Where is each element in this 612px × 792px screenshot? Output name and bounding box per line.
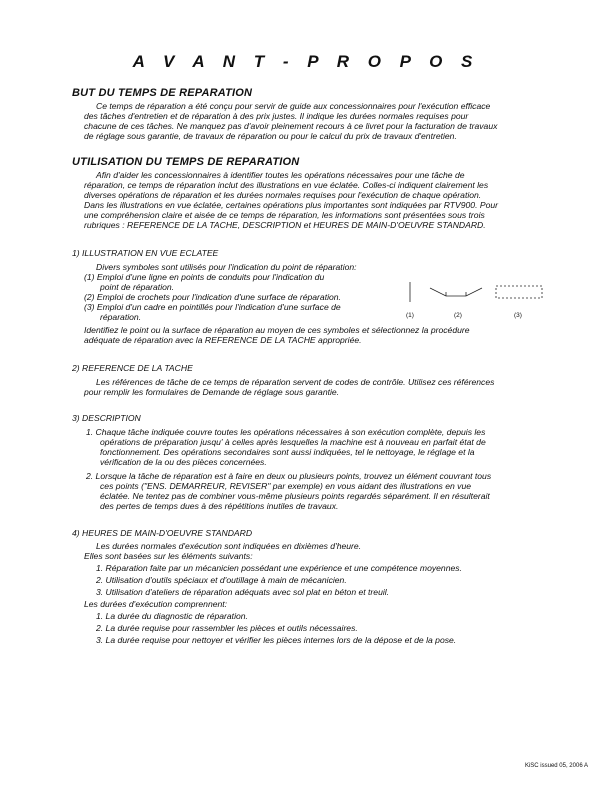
symbol-label-2: (2) [454,312,462,319]
list-item: réparation. [100,312,142,322]
paragraph-line: adéquate de réparation avec la REFERENCE DE LA TACHE appropriée. [84,335,362,345]
bracket-icon [430,288,482,296]
list-item: 3. Utilisation d'ateliers de réparation adéquats avec sol plat en béton et treuil. [96,587,390,597]
paragraph-line: diverses opérations de réparation et les durées normales requises pour l'exécution de chaque opération. [84,190,482,200]
paragraph-line: Identifiez le point ou la surface de réparation au moyen de ces symboles et sélectionnez la procédure [84,325,470,335]
list-item: 1. Chaque tâche indiquée couvre toutes les opérations nécessaires à son exécution complète, depuis les [86,427,486,437]
list-item: opérations de préparation jusqu' à celles après lesquelles la machine est à nouveau en parfait état de [100,437,486,447]
list-item: 1. Réparation faite par un mécanicien possédant une expérience et une compétence moyennes. [96,563,462,573]
list-item: 2. La durée requise pour rassembler les pièces et outils nécessaires. [96,623,358,633]
section-heading-utilisation: UTILISATION DU TEMPS DE REPARATION [72,156,300,168]
section-heading-but: BUT DU TEMPS DE REPARATION [72,87,253,99]
paragraph-line: réparation, ce temps de réparation inclut des illustrations en vue éclatée. Colles-ci indiquent clairement les [84,180,489,190]
list-item: 3. La durée requise pour nettoyer et vérifier les pièces internes lors de la dépose et de la pose. [96,635,457,645]
repair-symbols-illustration [400,278,550,310]
dotted-frame-icon [496,286,542,298]
item-heading-description: 3) DESCRIPTION [72,413,141,423]
paragraph-line: chacune de ces tâches. Ne manquez pas d'avoir pleinement recours à ce livret pour la facturation de travaux [84,121,498,131]
list-item: (2) Emploi de crochets pour l'indication d'une surface de réparation. [84,292,341,302]
list-item: des pertes de temps dues à des répétitions inutiles de travaux. [100,501,339,511]
paragraph-line: Afin d'aider les concessionnaires à identifier toutes les opérations nécessaires pour une tâche de [96,170,465,180]
paragraph-line: rubriques : REFERENCE DE LA TACHE, DESCRIPTION et HEURES DE MAIN-D'OEUVRE STANDARD. [84,220,486,230]
list-item: vérification de la ou des pièces concernées. [100,457,267,467]
list-item: 2. Utilisation d'outils spéciaux et d'outillage à main de mécanicien. [96,575,347,585]
item-heading-reference: 2) REFERENCE DE LA TACHE [72,363,193,373]
paragraph-line: Divers symboles sont utilisés pour l'indication du point de réparation: [96,262,357,272]
paragraph-line: Dans les illustrations en vue éclatée, certaines opérations plus importantes sont indiquées par RTV900. Pour [84,200,499,210]
list-item: fonctionnement. Des opérations secondaires sont aussi indiquées, tel le nettoyage, le réglage et la [100,447,475,457]
list-item: (3) Emploi d'un cadre en pointillés pour l'indication d'une surface de [84,302,341,312]
paragraph-line: Elles sont basées sur les éléments suivants: [84,551,253,561]
list-item: éclatée. Ne tentez pas de combiner vous-même plusieurs points regardés séparément. Il en résulterait [100,491,490,501]
list-item: 1. La durée du diagnostic de réparation. [96,611,248,621]
list-item: point de réparation. [100,282,175,292]
paragraph-line: Ce temps de réparation a été conçu pour servir de guide aux concessionnaires pour l'exécution efficace [96,101,491,111]
paragraph-line: Les durées d'exécution comprennent: [84,599,228,609]
list-item: (1) Emploi d'une ligne en points de conduits pour l'indication du [84,272,325,282]
paragraph-line: Les références de tâche de ce temps de réparation servent de codes de contrôle. Utilisez ces références [96,377,495,387]
list-item: ces points ("ENS. DEMARREUR, REVISER" par exemple) en vous aidant des illustrations en vue [100,481,472,491]
item-heading-illustration: 1) ILLUSTRATION EN VUE ECLATEE [72,248,219,258]
paragraph-line: pour remplir les formulaires de Demande de réglage sous garantie. [84,387,340,397]
symbol-label-3: (3) [514,312,522,319]
list-item: 2. Lorsque la tâche de réparation est à faire en deux ou plusieurs points, trouvez un élément couvrant tous [86,471,492,481]
item-heading-heures: 4) HEURES DE MAIN-D'OEUVRE STANDARD [72,528,253,538]
paragraph-line: Les durées normales d'exécution sont indiquées en dixièmes d'heure. [96,541,362,551]
symbol-label-1: (1) [406,312,414,319]
footer-issue-code: KiSC issued 05, 2006 A [524,763,588,769]
paragraph-line: des tâches d'entretien et de réparation à des prix justes. Il indique les durées normales requises pour [84,111,469,121]
paragraph-line: une compréhension claire et aisée de ce temps de réparation, les informations sont présentées sous trois [84,210,485,220]
page-title: A V A N T - P R O P O S [132,52,480,71]
paragraph-line: de réglage sous garantie, de travaux de réparation ou pour le calcul du prix de travaux d'entretien. [84,131,457,141]
